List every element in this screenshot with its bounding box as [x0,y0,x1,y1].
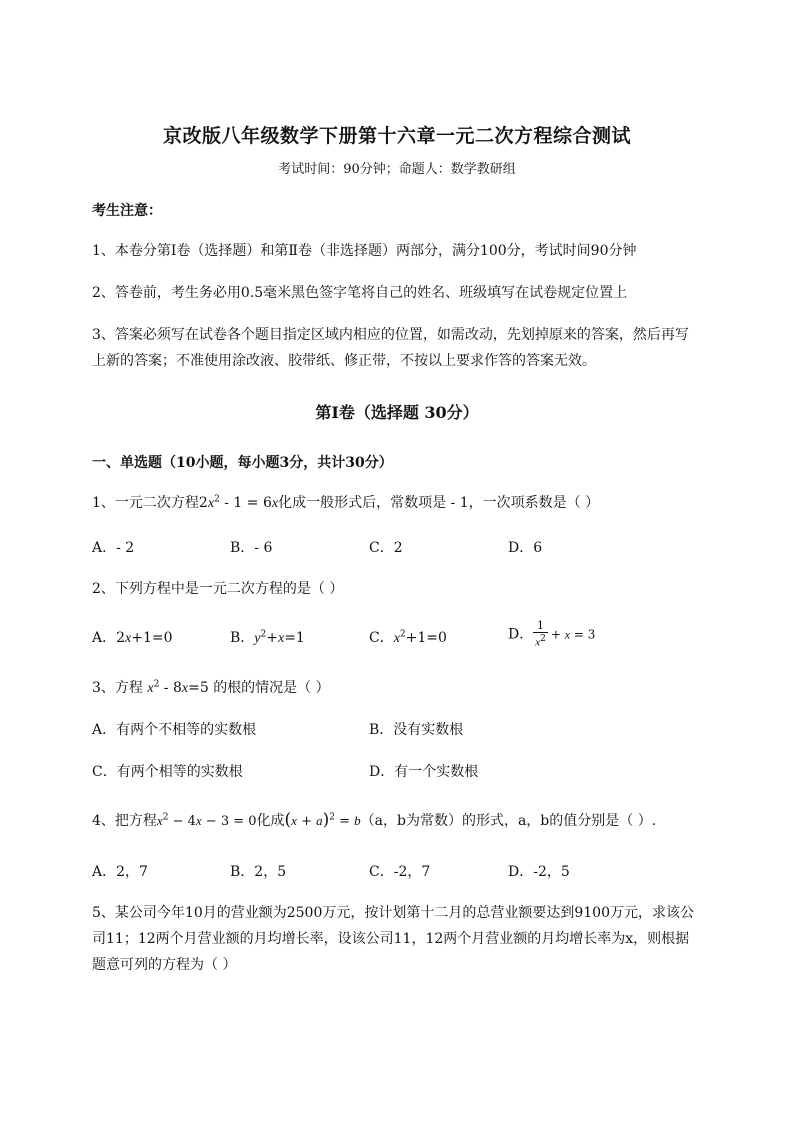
page-title: 京改版八年级数学下册第十六章一元二次方程综合测试 [162,125,631,147]
q4-option-c[interactable]: C．-2，7 [369,864,431,880]
question-5: 5、某公司今年10月的营业额为2500万元，按计划第十二月的总营业额要达到9100万元，求该公司11；12两个月营业额的月均增长率，设该公司11，12两个月营业额的月均增长率为x，则根据题意可列的方程为（ ） [92,905,694,973]
part-title: 一、单选题（10小题，每小题3分，共计30分） [92,455,393,471]
note-item-1: 1、本卷分第Ⅰ卷（选择题）和第Ⅱ卷（非选择题）两部分，满分100分，考试时间90分钟 [92,243,637,259]
q4-text-start: 4、把方程 [92,813,157,829]
q3-option-c[interactable]: C．有两个相等的实数根 [92,764,243,780]
note-item-3: 3、答案必须写在试卷各个题目指定区域内相应的位置，如需改动，先划掉原来的答案，然后再写上新的答案；不准使用涂改液、胶带纸、修正带，不按以上要求作答的答案无效。 [92,327,689,369]
q2-fraction: $\frac{1}{x^2}$ [535,619,546,649]
q3-option-a[interactable]: A．有两个不相等的实数根 [92,722,257,738]
q3-text-start: 3、方程 [92,680,143,696]
q3-option-b[interactable]: B．没有实数根 [369,722,464,738]
section-title: 第Ⅰ卷（选择题 30分） [315,403,479,422]
question-3 [92,677,330,697]
q4-text-end: （a，b为常数）的形式，a，b的值分别是（ ）. [360,813,657,829]
notes-heading: 考生注意： [92,203,162,219]
question-4 [92,810,656,830]
q3-equation: $x^2 - 8x=5$ [147,679,209,696]
q4-text-mid: 化成 [256,813,285,829]
q4-option-a[interactable]: A．2，7 [92,864,148,880]
q1-option-a[interactable]: A．- 2 [92,540,135,556]
q4-equation-1: $x^2 - 4x - 3 = 0$ [156,812,257,829]
note-item-2: 2、答卷前，考生务必用0.5毫米黑色签字笔将自己的姓名、班级填写在试卷规定位置上 [92,285,628,301]
question-1 [92,492,599,512]
q1-option-b[interactable]: B．- 6 [230,540,273,556]
q2-option-b[interactable]: B．$y^2+x=1$ [230,629,305,646]
q1-option-c[interactable]: C．2 [369,540,403,556]
q4-equation-2: $(x + a)^2 = b$ [284,810,361,830]
q1-text-start: 1、一元二次方程 [92,495,199,511]
page-subtitle: 考试时间：90分钟；命题人：数学教研组 [278,162,516,177]
q1-option-d[interactable]: D．6 [508,540,543,556]
question-2: 2、下列方程中是一元二次方程的是（ ） [92,581,344,597]
q2-option-a[interactable]: A．2x+1=0 [92,630,173,646]
q4-option-b[interactable]: B．2，5 [230,864,287,880]
q4-option-d[interactable]: D．-2，5 [508,864,570,880]
q2-option-d[interactable]: D． $\frac{1}{x^2}$ + x = 3 [508,619,596,649]
q2-option-c[interactable]: C．$x^2+1=0$ [369,629,447,646]
q1-text-end: 化成一般形式后，常数项是 - 1，一次项系数是（ ） [278,495,600,511]
q3-option-d[interactable]: D．有一个实数根 [369,764,479,780]
q1-equation: $2x^2 - 1 = 6x$ [198,494,279,511]
q3-text-end: 的根的情况是（ ） [213,680,330,696]
